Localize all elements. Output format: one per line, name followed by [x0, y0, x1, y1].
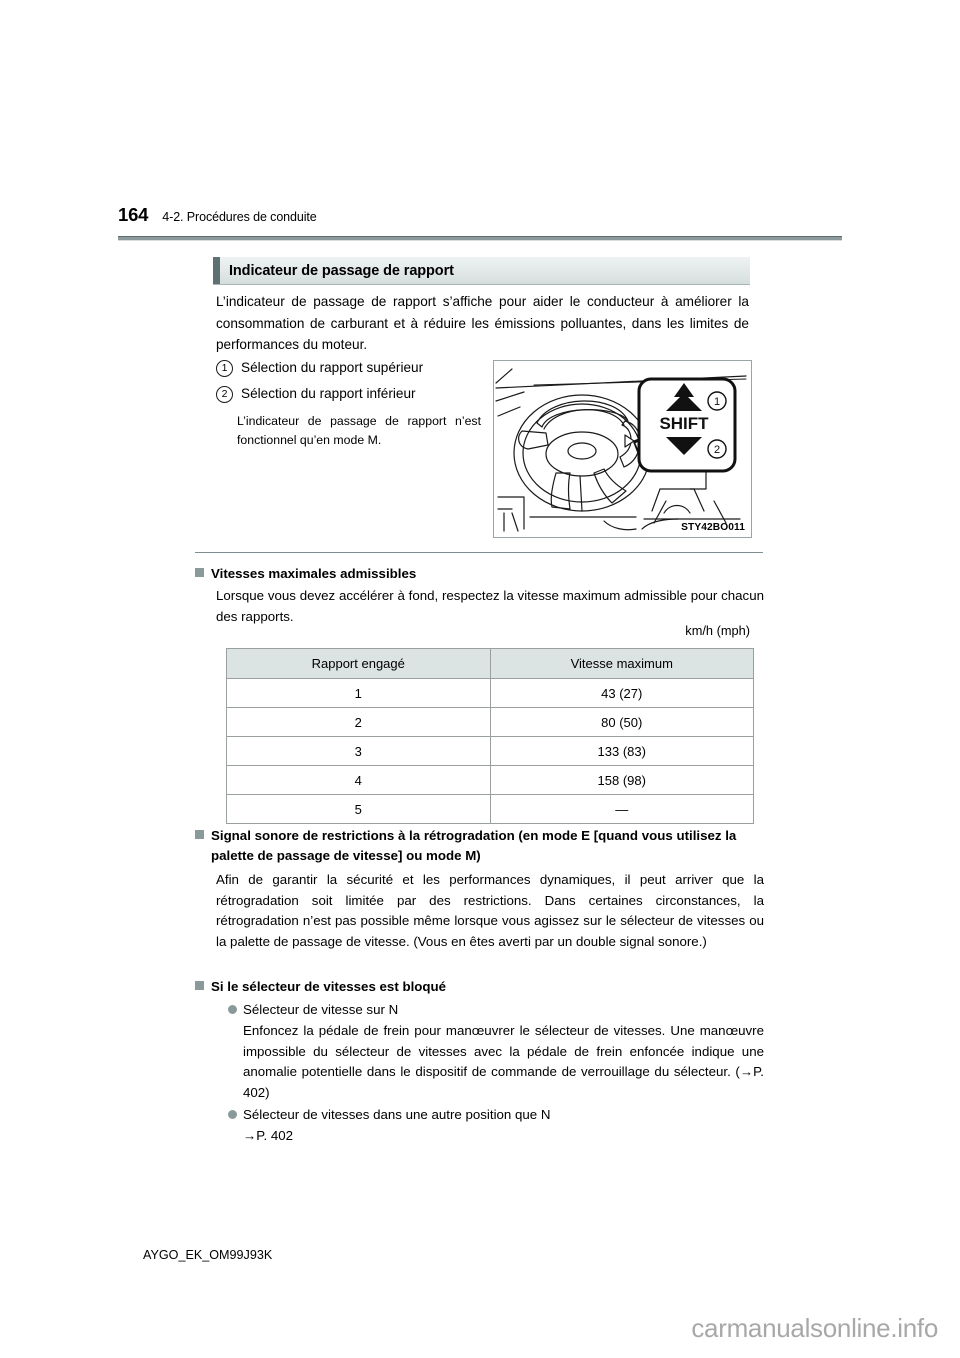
- callout-note: L’indicateur de passage de rapport n’est fonctionnel qu’en mode M.: [237, 414, 481, 447]
- page-title: Indicateur de passage de rapport: [229, 262, 454, 279]
- section-title-bar: [213, 257, 750, 285]
- selector-on-n-paragraph: Enfoncez la pédale de frein pour manœuvrer le sélecteur de vitesses. Une manœuvre impossible du sélecteur de vitesses avec la pédale de frein enfoncée indique une anomalie potentielle dans le dispositif de commande de verrouillage du sélecteur. (→P. 402): [243, 1023, 764, 1100]
- table-cell-speed: 43 (27): [490, 679, 754, 708]
- table-header-cell: Rapport engagé: [227, 649, 491, 679]
- figure-code: STY42BO011: [681, 522, 745, 533]
- shift-label: SHIFT: [659, 414, 709, 433]
- table-cell-speed: 133 (83): [490, 737, 754, 766]
- heading-text: Signal sonore de restrictions à la rétrogradation (en mode E [quand vous utilisez la palette de passage de vitesse] ou mode M): [211, 828, 737, 863]
- table-cell-gear: 1: [227, 679, 491, 708]
- bullet-label: Sélecteur de vitesse sur N: [243, 1002, 399, 1017]
- max-speeds-paragraph: Lorsque vous devez accélérer à fond, respectez la vitesse maximum admissible pour chacun des rapports.: [216, 588, 764, 624]
- intro-paragraph: L’indicateur de passage de rapport s’affiche pour aider le conducteur à améliorer la consommation de carburant et à réduire les émissions polluantes, dans les limites de performances du moteur.: [216, 294, 749, 352]
- selector-other-position-reference: →P. 402: [243, 1128, 294, 1143]
- table-cell-speed: —: [490, 795, 754, 824]
- figure-badge-up: 1: [713, 396, 721, 408]
- table-row: [227, 766, 754, 795]
- figure-badge-down: 2: [713, 444, 721, 456]
- running-head: [118, 204, 842, 226]
- table-cell-speed: 80 (50): [490, 708, 754, 737]
- square-bullet-icon: [195, 568, 204, 577]
- square-bullet-icon: [195, 830, 204, 839]
- table-cell-gear: 4: [227, 766, 491, 795]
- steering-wheel-figure: [493, 360, 752, 538]
- square-bullet-icon: [195, 981, 204, 990]
- table-cell-gear: 3: [227, 737, 491, 766]
- table-row: [227, 795, 754, 824]
- document-code: AYGO_EK_OM99J93K: [143, 1248, 273, 1262]
- title-accent-tab: [213, 257, 220, 284]
- bullet-selector-on-n: [228, 1000, 764, 1021]
- heading-max-speeds: [195, 564, 763, 584]
- table-header-cell: Vitesse maximum: [490, 649, 754, 679]
- callout-item: [216, 383, 484, 404]
- table-cell-speed: 158 (98): [490, 766, 754, 795]
- heading-text: Vitesses maximales admissibles: [211, 566, 417, 581]
- heading-selector-locked: [195, 977, 763, 997]
- page-number: 164: [118, 204, 149, 225]
- bullet-selector-other-position: [228, 1105, 764, 1126]
- downshift-buzzer-paragraph: Afin de garantir la sécurité et les performances dynamiques, il peut arriver que la rétrogradation soit limitée par des restrictions. Dans certaines circonstances, la rétrogradation n’est pas possible même lorsque vous agissez sur le sélecteur de vitesses ou la palette de passage de vitesse. (Vous en êtes averti par un double signal sonore.): [216, 872, 764, 949]
- max-speed-table: [226, 648, 754, 824]
- bullet-label: Sélecteur de vitesses dans une autre position que N: [243, 1107, 551, 1122]
- section-breadcrumb: 4-2. Procédures de conduite: [162, 210, 317, 224]
- figure-illustration: [494, 361, 749, 535]
- table-row: [227, 679, 754, 708]
- round-bullet-icon: [228, 1110, 237, 1119]
- table-header-row: [227, 649, 754, 679]
- table-cell-gear: 2: [227, 708, 491, 737]
- callout-list: [216, 357, 484, 450]
- table-row: [227, 708, 754, 737]
- table-row: [227, 737, 754, 766]
- callout-label: Sélection du rapport supérieur: [241, 360, 424, 375]
- heading-text: Si le sélecteur de vitesses est bloqué: [211, 979, 447, 994]
- callout-label: Sélection du rapport inférieur: [241, 386, 416, 401]
- header-rule: [118, 236, 842, 241]
- callout-item: [216, 357, 484, 378]
- watermark: carmanualsonline.info: [691, 1313, 938, 1343]
- round-bullet-icon: [228, 1005, 237, 1014]
- table-cell-gear: 5: [227, 795, 491, 824]
- circled-number-2-icon: 2: [216, 386, 233, 403]
- section-divider: [195, 552, 763, 553]
- circled-number-1-icon: 1: [216, 360, 233, 377]
- table-unit-label: km/h (mph): [685, 623, 750, 638]
- heading-downshift-buzzer: [195, 826, 763, 865]
